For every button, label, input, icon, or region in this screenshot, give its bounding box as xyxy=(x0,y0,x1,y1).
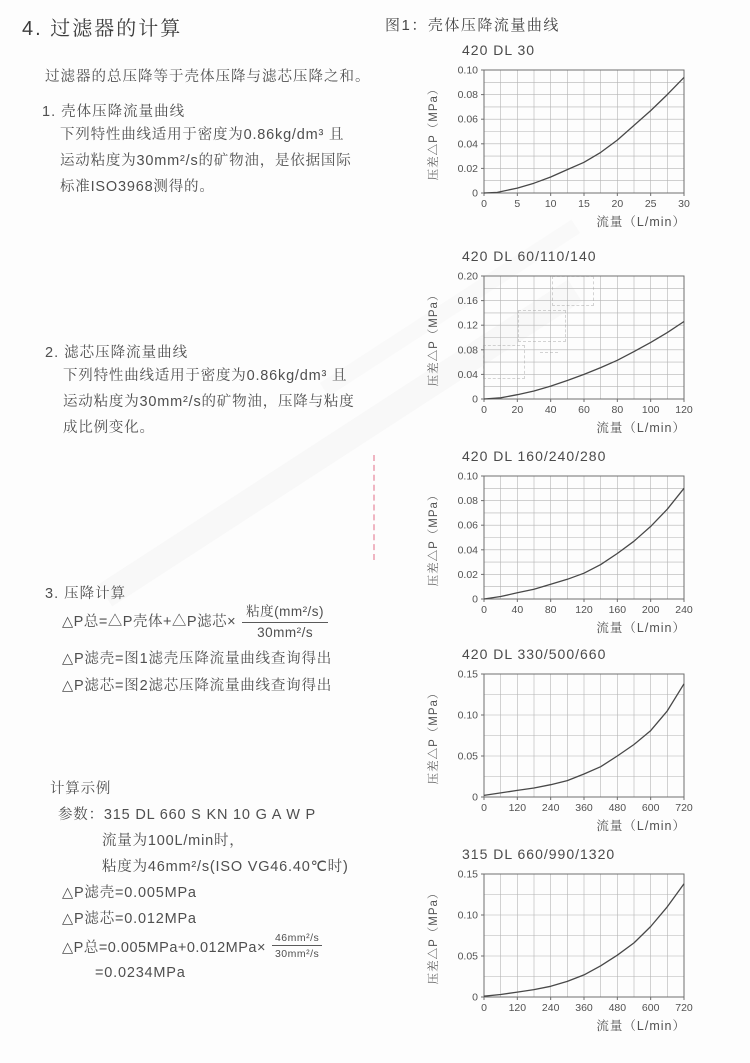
svg-text:0.06: 0.06 xyxy=(457,519,478,532)
section-housing-curve xyxy=(42,100,352,200)
svg-text:0: 0 xyxy=(481,802,487,814)
figure-1-header: 图1：壳体压降流量曲线 xyxy=(385,17,560,34)
fraction-numerator: 粘度(mm²/s) xyxy=(242,600,328,623)
svg-text:0.15: 0.15 xyxy=(457,668,478,681)
scan-smudge xyxy=(552,276,594,306)
svg-text:压差△P（MPa）: 压差△P（MPa） xyxy=(428,686,440,785)
example-result-line: △P滤芯=0.012MPa xyxy=(62,911,197,927)
text-line: 标准ISO3968测得的。 xyxy=(60,179,215,195)
svg-text:0.20: 0.20 xyxy=(457,270,478,283)
svg-text:流量（L/min）: 流量（L/min） xyxy=(596,215,686,229)
svg-text:0: 0 xyxy=(481,198,487,210)
example-total-formula xyxy=(62,932,349,960)
svg-text:0.08: 0.08 xyxy=(457,344,478,357)
page-title: 4. 过滤器的计算 xyxy=(22,18,183,40)
svg-text:80: 80 xyxy=(611,404,624,416)
example-total-fraction xyxy=(272,932,322,960)
svg-text:0.05: 0.05 xyxy=(457,750,478,763)
formula-fraction xyxy=(242,600,328,640)
svg-text:0: 0 xyxy=(472,187,478,200)
intro-text: 过滤器的总压降等于壳体压降与滤芯压降之和。 xyxy=(45,69,371,85)
svg-text:20: 20 xyxy=(611,198,624,210)
text-line: 下列特性曲线适用于密度为0.86kg/dm³ 且 xyxy=(63,368,348,384)
svg-text:压差△P（MPa）: 压差△P（MPa） xyxy=(428,288,440,387)
svg-text:160: 160 xyxy=(608,604,627,616)
svg-text:120: 120 xyxy=(508,802,527,814)
svg-text:0.05: 0.05 xyxy=(457,950,478,963)
svg-text:压差△P（MPa）: 压差△P（MPa） xyxy=(428,488,440,587)
example-block xyxy=(50,776,349,986)
example-detail-line: 粘度为46mm²/s(ISO VG46.40℃时) xyxy=(102,859,349,875)
example-total-lhs: △P总=0.005MPa+0.012MPa× xyxy=(62,939,266,956)
scan-smudge xyxy=(540,352,558,353)
svg-text:流量（L/min）: 流量（L/min） xyxy=(596,421,686,435)
svg-text:80: 80 xyxy=(544,604,557,616)
svg-text:0.04: 0.04 xyxy=(457,138,478,151)
fraction-denominator: 30mm²/s xyxy=(257,625,314,640)
svg-text:100: 100 xyxy=(641,404,660,416)
svg-text:0: 0 xyxy=(472,393,478,406)
svg-text:120: 120 xyxy=(675,404,693,416)
svg-text:600: 600 xyxy=(641,1002,660,1014)
svg-text:60: 60 xyxy=(578,404,590,416)
section-1-heading: 1. 壳体压降流量曲线 xyxy=(42,104,186,120)
example-result-line: △P滤壳=0.005MPa xyxy=(62,885,197,901)
section-2-body xyxy=(63,363,355,441)
svg-text:30: 30 xyxy=(678,198,690,210)
chart-plot-420-dl-30 xyxy=(420,60,750,234)
svg-text:0: 0 xyxy=(472,991,478,1004)
chart-title: 315 DL 660/990/1320 xyxy=(462,846,616,862)
svg-text:120: 120 xyxy=(508,1002,527,1014)
formula-lhs: △P总=△P壳体+△P滤芯× xyxy=(62,613,237,630)
scan-smudge xyxy=(518,310,566,342)
chart-plot-420-dl-330-500-660 xyxy=(420,664,750,838)
example-param-line: 参数：315 DL 660 S KN 10 G A W P xyxy=(58,807,316,823)
svg-text:240: 240 xyxy=(541,802,560,814)
section-element-curve xyxy=(45,341,355,441)
example-total-result: =0.0234MPa xyxy=(95,965,186,981)
svg-text:0.10: 0.10 xyxy=(457,470,478,483)
svg-text:360: 360 xyxy=(575,802,593,814)
svg-text:360: 360 xyxy=(575,1002,593,1014)
fraction-denominator: 30mm²/s xyxy=(274,948,320,960)
svg-text:0.04: 0.04 xyxy=(457,544,478,557)
svg-text:600: 600 xyxy=(641,802,660,814)
fold-mark-line xyxy=(373,455,375,560)
note-line: △P滤壳=图1滤壳压降流量曲线查询得出 xyxy=(62,651,333,667)
chart-title: 420 DL 330/500/660 xyxy=(462,646,607,662)
svg-text:0.10: 0.10 xyxy=(457,909,478,922)
pressure-drop-formula xyxy=(62,600,328,640)
svg-text:流量（L/min）: 流量（L/min） xyxy=(596,621,686,635)
svg-text:压差△P（MPa）: 压差△P（MPa） xyxy=(428,82,440,181)
chart-title: 420 DL 160/240/280 xyxy=(462,448,607,464)
svg-text:480: 480 xyxy=(608,802,627,814)
chart-title: 420 DL 30 xyxy=(462,42,536,58)
svg-text:0.08: 0.08 xyxy=(457,495,478,508)
svg-text:0.16: 0.16 xyxy=(457,295,478,308)
section-2-heading: 2. 滤芯压降流量曲线 xyxy=(45,345,189,361)
chart-block-420-dl-30 xyxy=(420,42,750,234)
svg-text:0.04: 0.04 xyxy=(457,368,478,381)
svg-text:0.10: 0.10 xyxy=(457,64,478,77)
chart-block-420-dl-330-500-660 xyxy=(420,646,750,838)
svg-text:0: 0 xyxy=(481,604,487,616)
text-line: 运动粘度为30mm²/s的矿物油，是依据国际 xyxy=(60,153,352,169)
text-line: 运动粘度为30mm²/s的矿物油，压降与粘度 xyxy=(63,394,355,410)
svg-text:0.02: 0.02 xyxy=(457,162,478,175)
svg-text:10: 10 xyxy=(544,198,557,210)
svg-text:40: 40 xyxy=(511,604,524,616)
svg-text:120: 120 xyxy=(575,604,593,616)
svg-text:25: 25 xyxy=(644,198,657,210)
svg-text:240: 240 xyxy=(675,604,693,616)
svg-text:720: 720 xyxy=(675,1002,693,1014)
chart-block-420-dl-160-240-280 xyxy=(420,448,750,640)
svg-text:0.15: 0.15 xyxy=(457,868,478,881)
svg-text:0.10: 0.10 xyxy=(457,709,478,722)
note-line: △P滤芯=图2滤芯压降流量曲线查询得出 xyxy=(62,678,333,694)
svg-text:720: 720 xyxy=(675,802,693,814)
svg-text:0: 0 xyxy=(481,1002,487,1014)
svg-text:0: 0 xyxy=(472,791,478,804)
example-title: 计算示例 xyxy=(50,781,112,797)
svg-text:0: 0 xyxy=(481,404,487,416)
chart-plot-315-dl-660-990-1320 xyxy=(420,864,750,1038)
formula-notes xyxy=(62,646,332,700)
svg-text:0: 0 xyxy=(472,593,478,606)
text-line: 成比例变化。 xyxy=(63,420,155,436)
text-line: 下列特性曲线适用于密度为0.86kg/dm³ 且 xyxy=(60,127,345,143)
svg-text:压差△P（MPa）: 压差△P（MPa） xyxy=(428,886,440,985)
svg-text:40: 40 xyxy=(544,404,557,416)
chart-plot-420-dl-160-240-280 xyxy=(420,466,750,640)
section-1-body xyxy=(60,122,352,200)
chart-title: 420 DL 60/110/140 xyxy=(462,248,597,264)
fraction-numerator: 46mm²/s xyxy=(272,932,322,946)
scan-smudge xyxy=(483,345,525,379)
svg-text:480: 480 xyxy=(608,1002,627,1014)
svg-text:200: 200 xyxy=(641,604,660,616)
svg-text:240: 240 xyxy=(541,1002,560,1014)
svg-text:5: 5 xyxy=(514,198,521,210)
svg-text:15: 15 xyxy=(578,198,590,210)
svg-text:20: 20 xyxy=(511,404,524,416)
svg-text:0.02: 0.02 xyxy=(457,568,478,581)
svg-text:流量（L/min）: 流量（L/min） xyxy=(596,1019,686,1033)
example-detail-line: 流量为100L/min时， xyxy=(102,833,245,849)
svg-text:0.06: 0.06 xyxy=(457,113,478,126)
svg-text:0.12: 0.12 xyxy=(457,319,478,332)
section-3-heading: 3. 压降计算 xyxy=(45,586,127,602)
svg-text:0.08: 0.08 xyxy=(457,89,478,102)
svg-text:流量（L/min）: 流量（L/min） xyxy=(596,819,686,833)
chart-block-315-dl-660-990-1320 xyxy=(420,846,750,1038)
